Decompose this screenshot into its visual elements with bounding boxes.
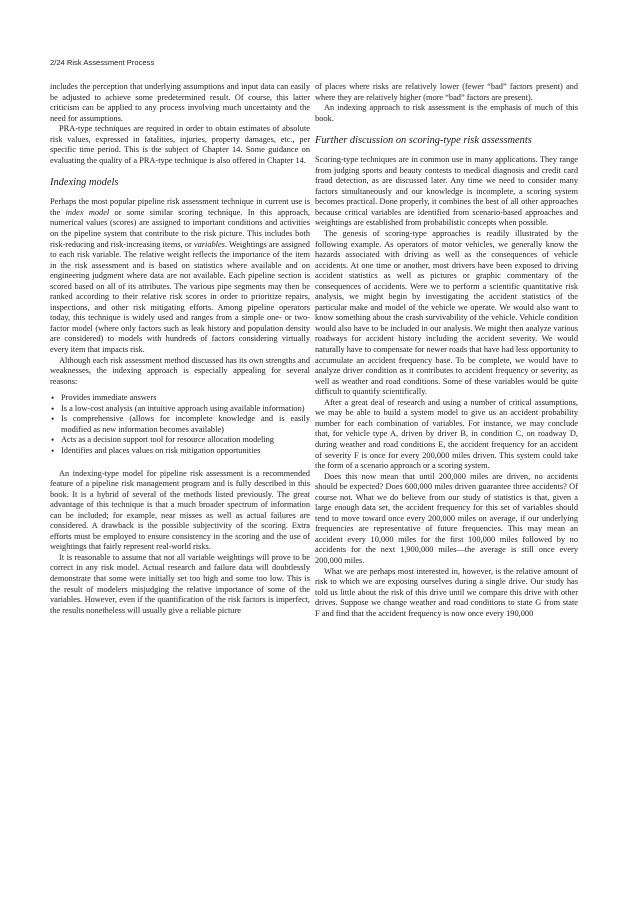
emphasis-variables: variables (193, 239, 225, 249)
bullet-item: • Provides immediate answers (50, 393, 310, 404)
paragraph: PRA-type techniques are required in order to obtain estimates of absolute risk values, expressed in fatalities, injuries, property damages, etc., per specific time period. This is the subject of Chapter 14. Some guidance on evaluating the quality of a PRA-type technique is also offered in Chapter 14. (50, 124, 310, 165)
paragraph-index-model (50, 197, 310, 355)
text-run: . Weightings are assigned to each risk variable. The relative weight reflects the importance of the item in the risk assessment and is based on statistics where available and on engineering judgment where data are not available. Each pipeline section is scored based on all of its attributes. The various pipe segments may then be ranked according to their relative risk scores in order to prioritize repairs, inspections, and other risk mitigating efforts. Among pipeline operators today, this technique is widely used and ranges from a simple one- or two-factor model (where only factors such as leak history and population density are considered) to models with hundreds of factors considering virtually every item that impacts risk. (50, 239, 310, 355)
left-column (50, 82, 310, 616)
paragraph: It is reasonable to assume that not all variable weightings will prove to be correct in any risk model. Actual research and failure data will doubtlessly demonstrate that some were initially set too high and some too low. This is the result of modelers misjudging the relative importance of some of the variables. However, even if the quantification of the risk factors is imperfect, the results nonetheless will usually give a reliable picture (50, 552, 310, 615)
section-heading-indexing-models: Indexing models (50, 177, 119, 189)
faded-text-block (50, 469, 310, 617)
bullet-item: • Acts as a decision support tool for resource allocation modeling (50, 435, 310, 446)
bullet-item: • Identifies and places values on risk mitigation opportunities (50, 446, 310, 457)
paragraph: What we are perhaps most interested in, however, is the relative amount of risk to which we are exposing ourselves during a single drive. Our study has told us little about the risk of this drive until we compare this drive with other drives. Suppose we change weather and road conditions to state G from state F and find that the accident frequency is now once every 190,000 (315, 566, 578, 618)
paragraph: includes the perception that underlying assumptions and input data can easily be adjusted to achieve some predetermined result. Of course, this latter criticism can be applied to any process involving much uncertainty and the need for assumptions. (50, 82, 310, 123)
paragraph: After a great deal of research and using a number of critical assumptions, we may be able to build a system model to give us an accident probability number for each combination of variables. For instance, we may conclude that, for vehicle type A, driven by driver B, in condition C, on roadway D, during weather and road conditions E, the accident frequency for an accident of severity F is once for every 200,000 miles driven. This system could take the form of a scenario approach or a scoring system. (315, 397, 578, 471)
right-column (315, 82, 578, 619)
section-heading-further-discussion: Further discussion on scoring-type risk assessments (315, 135, 532, 147)
paragraph: Does this now mean that until 200,000 miles are driven, no accidents should be expected? Does 600,000 miles driven guarantee three accidents? Of course not. What we do believe from our study of statistics is that, given a large enough data set, the accident frequency for this set of variables should tend to move toward once every 200,000 miles on average, if our underlying frequencies are representative of future frequencies. This may mean an accident every 10,000 miles for the first 100,000 miles followed by no accidents for the next 1,900,000 miles—the average is still once every 200,000 miles. (315, 471, 578, 565)
paragraph: Scoring-type techniques are in common use in many applications. They range from judging sports and beauty contests to medical diagnosis and credit card fraud detection, as are discussed later. Any time we need to consider many factors simultaneously and our knowledge is incomplete, a scoring system becomes practical. Done properly, it combines the best of all other approaches because critical variables are identified from scenario-based approaches and weightings are established from probabilistic concepts when possible. (315, 155, 578, 228)
paragraph: An indexing-type model for pipeline risk assessment is a recommended feature of a pipeline risk management program and is fully described in this book. It is a hybrid of several of the methods listed previously. The great advantage of this technique is that a much broader spectrum of information can be included; for example, near misses as well as actual failures are considered. A drawback is the possible subjectivity of the scoring. Extra efforts must be employed to ensure consistency in the scoring and the use of weightings that fairly represent real-world risks. (50, 468, 310, 552)
paragraph: The genesis of scoring-type approaches is readily illustrated by the following example. As operators of motor vehicles, we generally know the hazards associated with driving as well as the consequences of vehicle accidents. At one time or another, most drivers have been exposed to driving accident statistics as well as pictures or graphic commentary of the consequences of accidents. Were we to perform a scientific quantitative risk analysis, we might begin by investigating the accident statistics of the particular make and model of the vehicle we operate. We would also want to know something about the crash survivability of the vehicle. Vehicle condition would also have to be included in our analysis. We might then analyze various roadways for accident history including the accident severity. We would naturally have to compensate for newer roads that have had less opportunity to accumulate an accident frequency base. To be complete, we would have to analyze driver condition as it contributes to accident frequency or severity, as well as weather and road conditions. Some of these variables would be quite difficult to quantify scientifically. (315, 229, 578, 397)
running-head: 2/24 Risk Assessment Process (50, 58, 155, 67)
paragraph: An indexing approach to risk assessment is the emphasis of much of this book. (315, 103, 578, 123)
bullet-item: • Is a low-cost analysis (an intuitive approach using available information) (50, 404, 310, 415)
bullet-item: • Is comprehensive (allows for incomplete knowledge and is easily modified as new information becomes available) (50, 414, 310, 435)
paragraph: Although each risk assessment method discussed has its own strengths and weaknesses, the indexing approach is especially appealing for several reasons: (50, 355, 310, 386)
bullet-list (50, 393, 310, 456)
text-run: or some similar scoring technique. In this approach, numerical values (scores) are assigned to important conditions and activities on the pipeline system that contribute to the risk picture. This includes both risk-reducing and risk-increasing items, or (50, 207, 310, 249)
paragraph: of places where risks are relatively lower (fewer “bad” factors present) and where they are relatively higher (more “bad” factors are present). (315, 82, 578, 102)
faded-text-block (315, 82, 578, 124)
emphasis-index-model: index model (65, 207, 110, 217)
text-run: Perhaps the most popular pipeline risk assessment technique in current use is the (50, 197, 310, 217)
